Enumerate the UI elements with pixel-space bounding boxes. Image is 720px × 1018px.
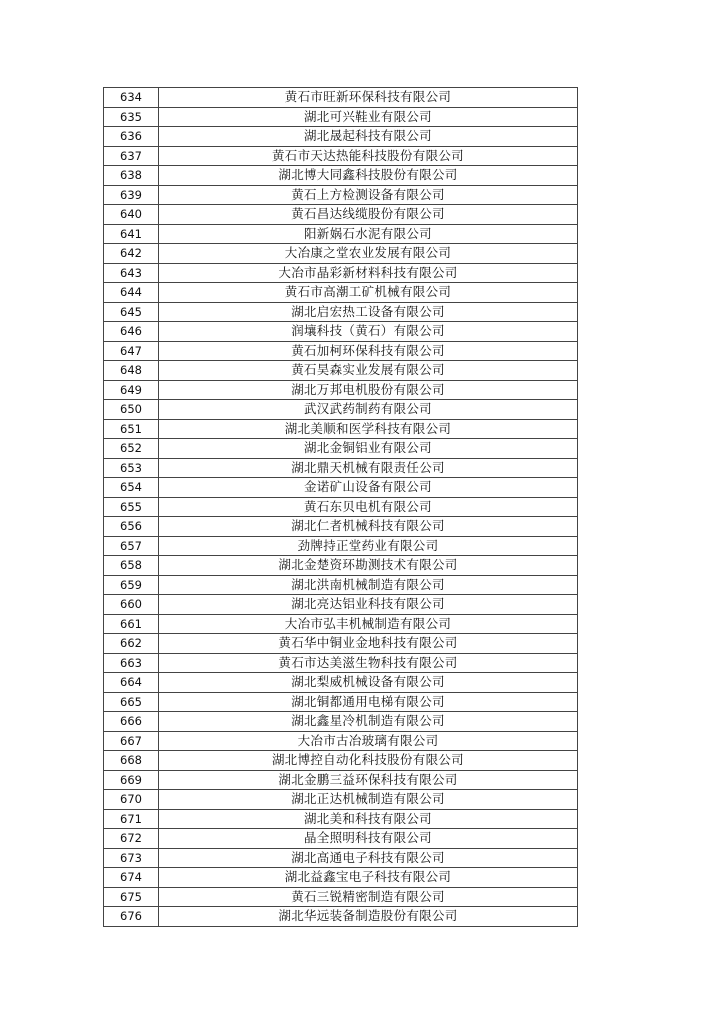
company-name: 湖北美顺和医学科技有限公司	[159, 419, 578, 439]
row-number: 638	[104, 166, 159, 186]
row-number: 635	[104, 107, 159, 127]
company-name: 湖北益鑫宝电子科技有限公司	[159, 868, 578, 888]
company-name: 湖北仁者机械科技有限公司	[159, 517, 578, 537]
row-number: 634	[104, 88, 159, 108]
table-row	[104, 322, 578, 342]
table-row	[104, 751, 578, 771]
company-name: 湖北美和科技有限公司	[159, 809, 578, 829]
row-number: 655	[104, 497, 159, 517]
company-name: 大冶市晶彩新材料科技有限公司	[159, 263, 578, 283]
company-list-body	[104, 88, 578, 927]
table-row	[104, 419, 578, 439]
company-name: 黄石上方检测设备有限公司	[159, 185, 578, 205]
row-number: 644	[104, 283, 159, 303]
row-number: 648	[104, 361, 159, 381]
row-number: 666	[104, 712, 159, 732]
company-name: 湖北华远装备制造股份有限公司	[159, 907, 578, 927]
row-number: 670	[104, 790, 159, 810]
table-row	[104, 439, 578, 459]
table-row	[104, 673, 578, 693]
table-row	[104, 146, 578, 166]
company-name: 黄石市天达热能科技股份有限公司	[159, 146, 578, 166]
company-name: 湖北亮达铝业科技有限公司	[159, 595, 578, 615]
table-row	[104, 302, 578, 322]
row-number: 637	[104, 146, 159, 166]
row-number: 657	[104, 536, 159, 556]
table-row	[104, 575, 578, 595]
company-name: 湖北晟起科技有限公司	[159, 127, 578, 147]
company-name: 润壤科技（黄石）有限公司	[159, 322, 578, 342]
table-row	[104, 731, 578, 751]
table-row	[104, 400, 578, 420]
table-row	[104, 185, 578, 205]
company-name: 大冶康之堂农业发展有限公司	[159, 244, 578, 264]
row-number: 649	[104, 380, 159, 400]
row-number: 671	[104, 809, 159, 829]
company-name: 劲牌持正堂药业有限公司	[159, 536, 578, 556]
row-number: 673	[104, 848, 159, 868]
table-row	[104, 614, 578, 634]
company-name: 湖北金楚资环勘测技术有限公司	[159, 556, 578, 576]
row-number: 639	[104, 185, 159, 205]
row-number: 636	[104, 127, 159, 147]
row-number: 663	[104, 653, 159, 673]
table-row	[104, 790, 578, 810]
table-row	[104, 244, 578, 264]
company-name: 黄石市高潮工矿机械有限公司	[159, 283, 578, 303]
row-number: 661	[104, 614, 159, 634]
row-number: 658	[104, 556, 159, 576]
company-name: 湖北金鹏三益环保科技有限公司	[159, 770, 578, 790]
row-number: 647	[104, 341, 159, 361]
row-number: 669	[104, 770, 159, 790]
table-row	[104, 770, 578, 790]
row-number: 645	[104, 302, 159, 322]
company-name: 湖北正达机械制造有限公司	[159, 790, 578, 810]
row-number: 641	[104, 224, 159, 244]
table-row	[104, 887, 578, 907]
table-row	[104, 380, 578, 400]
company-name: 黄石昌达线缆股份有限公司	[159, 205, 578, 225]
row-number: 665	[104, 692, 159, 712]
company-list-table	[103, 87, 578, 927]
row-number: 656	[104, 517, 159, 537]
row-number: 653	[104, 458, 159, 478]
row-number: 643	[104, 263, 159, 283]
company-name: 黄石华中铜业金地科技有限公司	[159, 634, 578, 654]
table-row	[104, 127, 578, 147]
company-name: 黄石加柯环保科技有限公司	[159, 341, 578, 361]
company-name: 湖北博控自动化科技股份有限公司	[159, 751, 578, 771]
company-name: 黄石市达美滋生物科技有限公司	[159, 653, 578, 673]
company-name: 湖北高通电子科技有限公司	[159, 848, 578, 868]
company-name: 湖北鑫星冷机制造有限公司	[159, 712, 578, 732]
table-row	[104, 517, 578, 537]
row-number: 674	[104, 868, 159, 888]
company-name: 湖北万邦电机股份有限公司	[159, 380, 578, 400]
row-number: 646	[104, 322, 159, 342]
table-row	[104, 809, 578, 829]
table-row	[104, 88, 578, 108]
company-name: 黄石市旺新环保科技有限公司	[159, 88, 578, 108]
table-row	[104, 653, 578, 673]
company-name: 大冶市古冶玻璃有限公司	[159, 731, 578, 751]
company-name: 湖北洪南机械制造有限公司	[159, 575, 578, 595]
table-row	[104, 829, 578, 849]
company-name: 武汉武药制药有限公司	[159, 400, 578, 420]
company-name: 黄石三锐精密制造有限公司	[159, 887, 578, 907]
row-number: 672	[104, 829, 159, 849]
table-row	[104, 497, 578, 517]
company-name: 湖北鼎天机械有限责任公司	[159, 458, 578, 478]
row-number: 668	[104, 751, 159, 771]
table-row	[104, 907, 578, 927]
company-name: 湖北博大同鑫科技股份有限公司	[159, 166, 578, 186]
table-row	[104, 556, 578, 576]
company-name: 黄石东贝电机有限公司	[159, 497, 578, 517]
table-row	[104, 712, 578, 732]
table-row	[104, 595, 578, 615]
row-number: 652	[104, 439, 159, 459]
row-number: 664	[104, 673, 159, 693]
table-row	[104, 283, 578, 303]
row-number: 640	[104, 205, 159, 225]
table-row	[104, 107, 578, 127]
company-name: 黄石昊森实业发展有限公司	[159, 361, 578, 381]
table-row	[104, 224, 578, 244]
row-number: 642	[104, 244, 159, 264]
table-row	[104, 458, 578, 478]
table-row	[104, 634, 578, 654]
company-name: 晶全照明科技有限公司	[159, 829, 578, 849]
company-name: 湖北铜都通用电梯有限公司	[159, 692, 578, 712]
company-name: 湖北金铜铝业有限公司	[159, 439, 578, 459]
table-row	[104, 848, 578, 868]
table-row	[104, 868, 578, 888]
company-name: 湖北启宏热工设备有限公司	[159, 302, 578, 322]
table-row	[104, 692, 578, 712]
table-row	[104, 166, 578, 186]
row-number: 659	[104, 575, 159, 595]
table-row	[104, 478, 578, 498]
row-number: 676	[104, 907, 159, 927]
table-row	[104, 341, 578, 361]
row-number: 667	[104, 731, 159, 751]
row-number: 675	[104, 887, 159, 907]
company-name: 金诺矿山设备有限公司	[159, 478, 578, 498]
row-number: 650	[104, 400, 159, 420]
table-row	[104, 263, 578, 283]
row-number: 662	[104, 634, 159, 654]
table-row	[104, 361, 578, 381]
table-row	[104, 205, 578, 225]
table-row	[104, 536, 578, 556]
row-number: 660	[104, 595, 159, 615]
company-name: 湖北可兴鞋业有限公司	[159, 107, 578, 127]
company-name: 阳新娲石水泥有限公司	[159, 224, 578, 244]
company-name: 湖北梨威机械设备有限公司	[159, 673, 578, 693]
company-name: 大冶市弘丰机械制造有限公司	[159, 614, 578, 634]
row-number: 654	[104, 478, 159, 498]
row-number: 651	[104, 419, 159, 439]
